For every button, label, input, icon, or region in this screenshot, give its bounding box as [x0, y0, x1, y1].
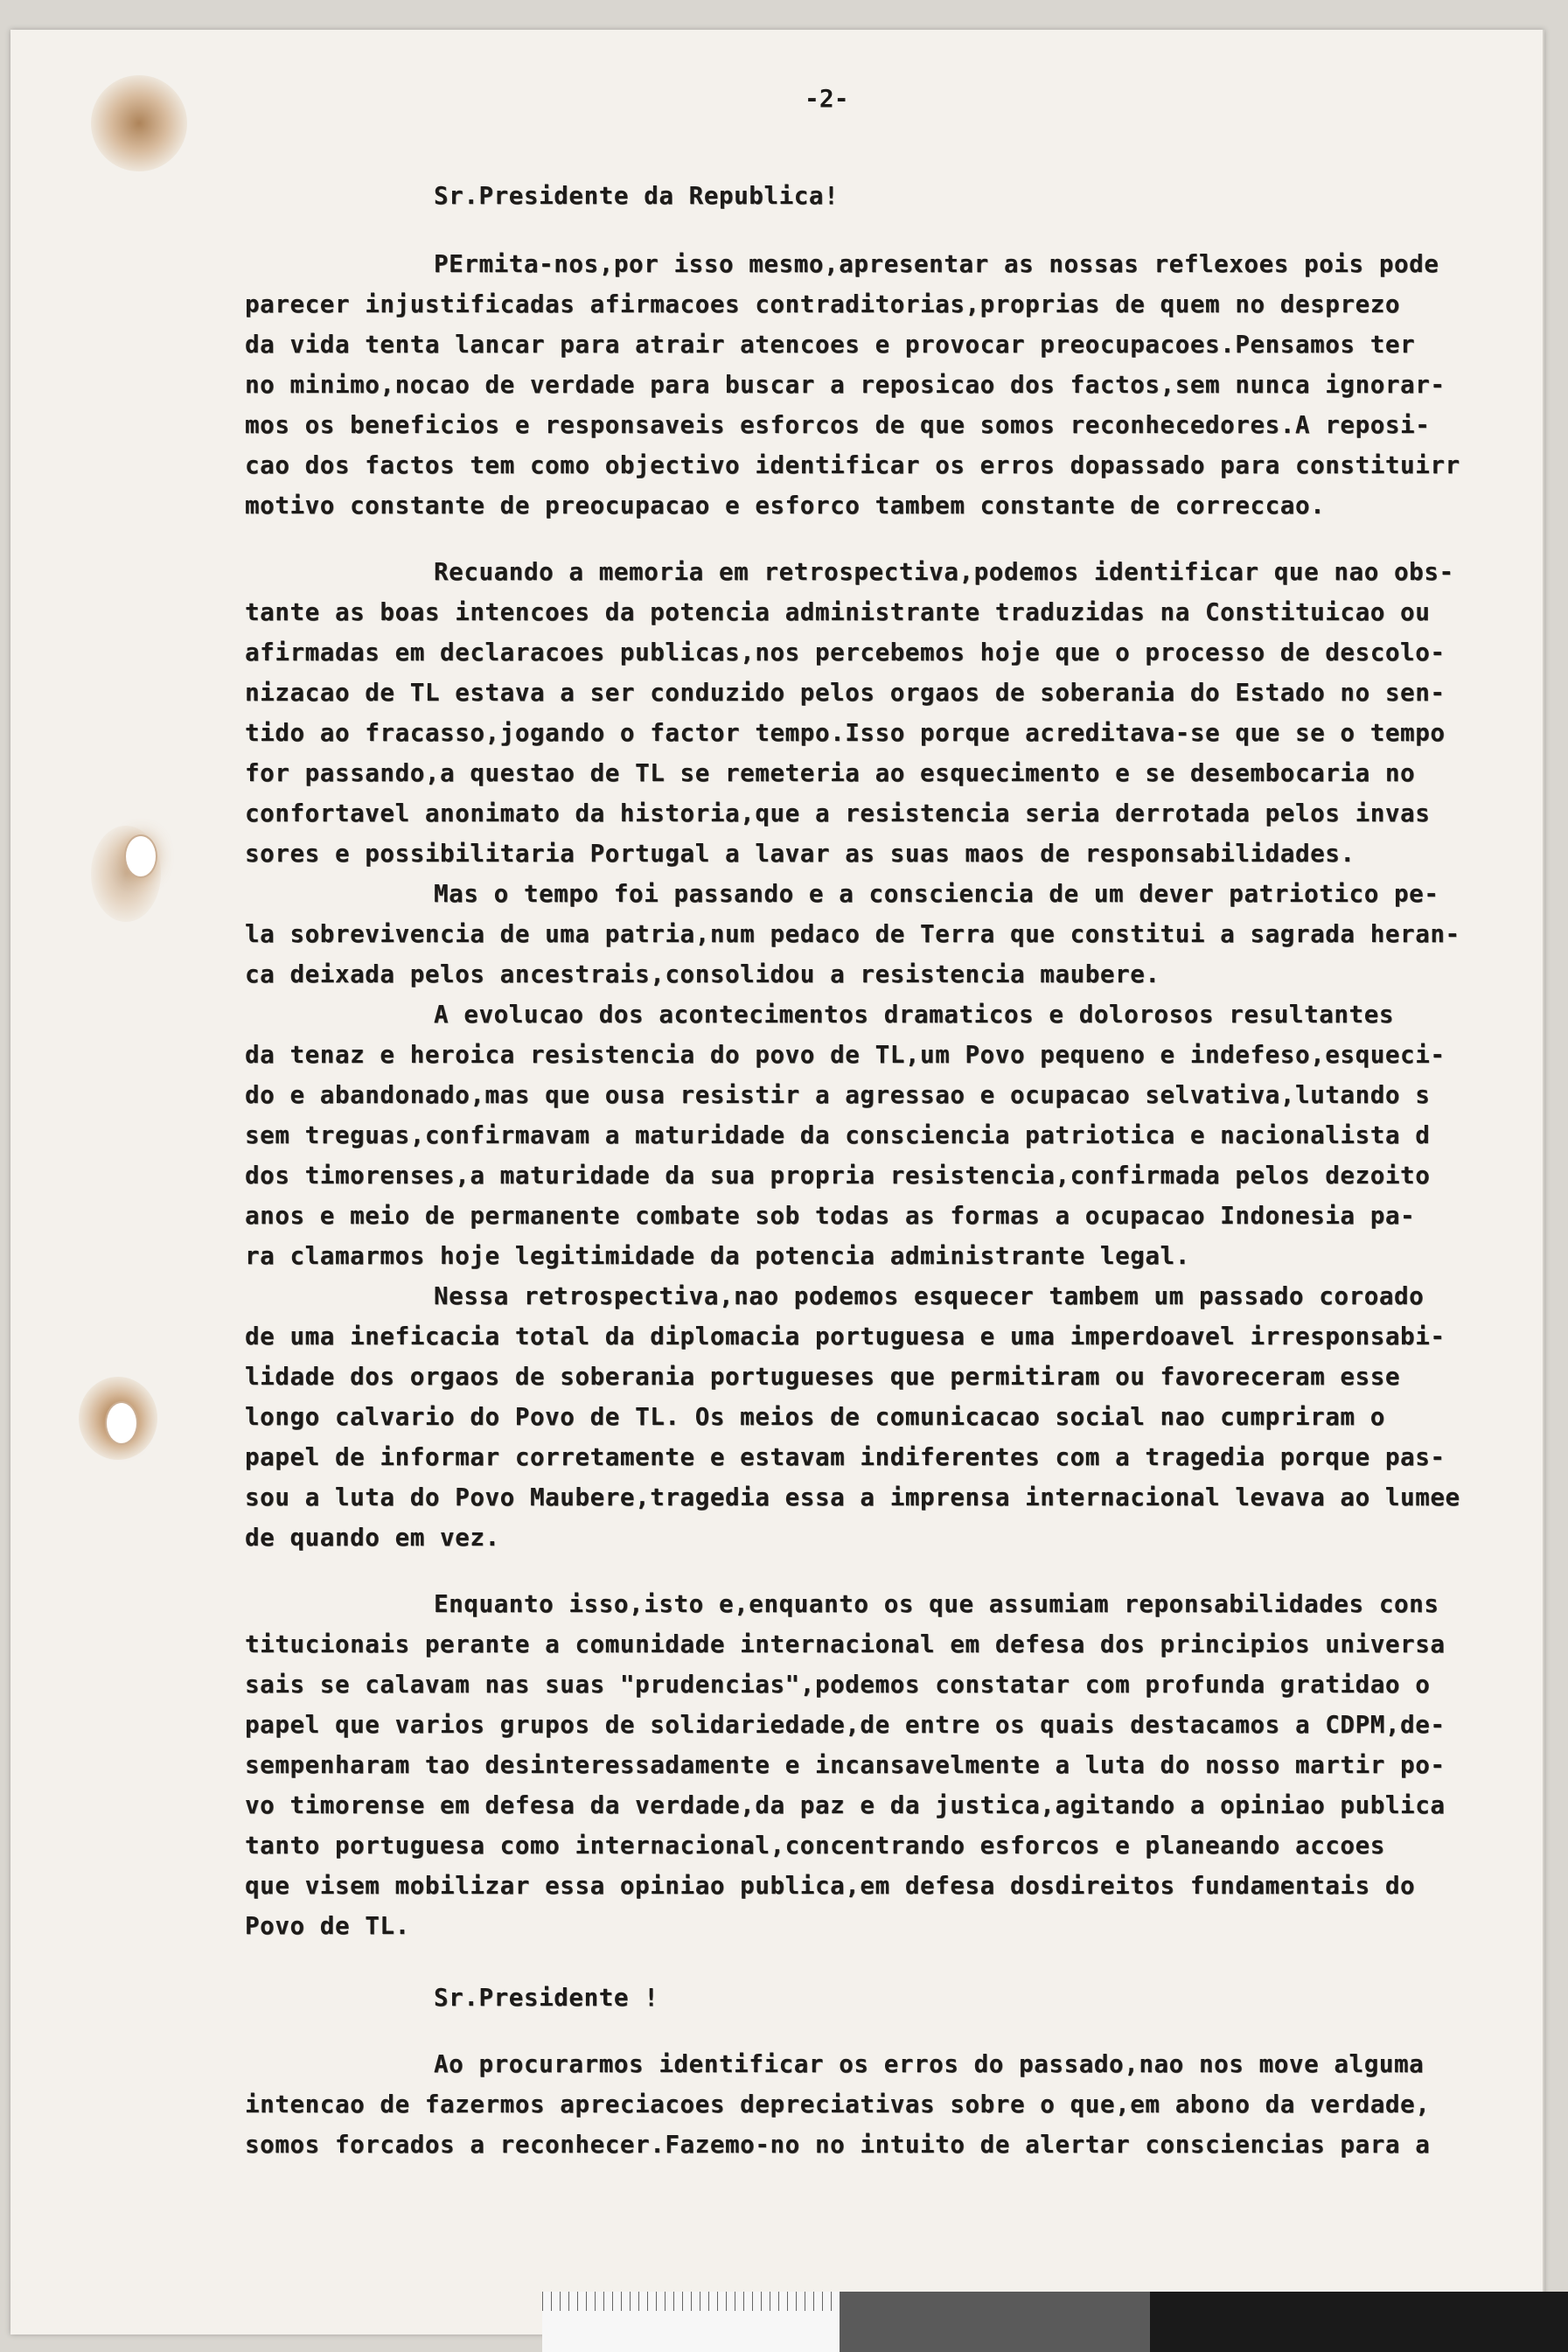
text-line: papel de informar corretamente e estavam indiferentes com a tragedia porque pas-: [245, 1443, 1446, 1471]
page-number: -2-: [805, 84, 849, 113]
text-line: nizacao de TL estava a ser conduzido pelos orgaos de soberania do Estado no sen-: [245, 679, 1446, 707]
punch-hole: [105, 1401, 138, 1445]
text-line: que visem mobilizar essa opiniao publica,em defesa dosdireitos fundamentais do: [245, 1872, 1416, 1900]
text-line: intencao de fazermos apreciacoes depreciativas sobre o que,em abono da verdade,: [245, 2090, 1431, 2118]
text-line: parecer injustificadas afirmacoes contraditorias,proprias de quem no desprezo: [245, 290, 1401, 318]
text-line: tido ao fracasso,jogando o factor tempo.Isso porque acreditava-se que se o tempo: [245, 719, 1446, 747]
salutation: Sr.Presidente da Republica!: [434, 182, 840, 210]
text-line: sais se calavam nas suas "prudencias",podemos constatar com profunda gratidao o: [245, 1671, 1431, 1699]
text-line: A evolucao dos acontecimentos dramaticos e dolorosos resultantes: [434, 1001, 1395, 1029]
text-line: Enquanto isso,isto e,enquanto os que assumiam reponsabilidades cons: [434, 1590, 1439, 1618]
rust-stain: [91, 75, 187, 171]
text-line: da tenaz e heroica resistencia do povo de TL,um Povo pequeno e indefeso,esqueci-: [245, 1041, 1446, 1069]
text-line: de uma ineficacia total da diplomacia portuguesa e uma imperdoavel irresponsabi-: [245, 1323, 1446, 1350]
text-line: la sobrevivencia de uma patria,num pedaco de Terra que constitui a sagrada heran-: [245, 920, 1460, 948]
text-line: no minimo,nocao de verdade para buscar a reposicao dos factos,sem nunca ignorar-: [245, 371, 1446, 399]
text-line: do e abandonado,mas que ousa resistir a agressao e ocupacao selvativa,lutando s: [245, 1081, 1431, 1109]
punch-hole: [124, 834, 157, 878]
text-line: vo timorense em defesa da verdade,da paz e da justica,agitando a opiniao publica: [245, 1791, 1446, 1819]
text-line: mos os beneficios e responsaveis esforcos de que somos reconhecedores.A reposi-: [245, 411, 1431, 439]
text-line: papel que varios grupos de solidariedade,de entre os quais destacamos a CDPM,de-: [245, 1711, 1446, 1739]
text-line: sem treguas,confirmavam a maturidade da consciencia patriotica e nacionalista d: [245, 1121, 1431, 1149]
text-line: longo calvario do Povo de TL. Os meios de comunicacao social nao cumpriram o: [245, 1403, 1385, 1431]
text-line: ra clamarmos hoje legitimidade da potencia administrante legal.: [245, 1242, 1190, 1270]
text-line: confortavel anonimato da historia,que a resistencia seria derrotada pelos invas: [245, 799, 1431, 827]
text-line: sempenharam tao desinteressadamente e incansavelmente a luta do nosso martir po-: [245, 1751, 1446, 1779]
typewritten-letter-sheet: [10, 30, 1544, 2335]
text-line: sou a luta do Povo Maubere,tragedia essa a imprensa internacional levava ao lumee: [245, 1483, 1460, 1511]
text-line: tante as boas intencoes da potencia administrante traduzidas na Constituicao ou: [245, 598, 1431, 626]
text-line: motivo constante de preocupacao e esforco tambem constante de correccao.: [245, 492, 1326, 520]
text-line: Ao procurarmos identificar os erros do passado,nao nos move alguma: [434, 2050, 1425, 2078]
text-line: Recuando a memoria em retrospectiva,podemos identificar que nao obs-: [434, 558, 1454, 586]
text-line: dos timorenses,a maturidade da sua propria resistencia,confirmada pelos dezoito: [245, 1162, 1431, 1190]
text-line: for passando,a questao de TL se remeteria ao esquecimento e se desembocaria no: [245, 759, 1416, 787]
text-line: sores e possibilitaria Portugal a lavar as suas maos de responsabilidades.: [245, 840, 1355, 868]
text-line: afirmadas em declaracoes publicas,nos percebemos hoje que o processo de descolo-: [245, 639, 1446, 667]
ruler-white-scale: [542, 2292, 840, 2352]
ruler-gray-patch: [840, 2292, 1150, 2352]
text-line: titucionais perante a comunidade internacional em defesa dos principios universa: [245, 1630, 1446, 1658]
text-line: Mas o tempo foi passando e a consciencia de um dever patriotico pe-: [434, 880, 1439, 908]
text-line: da vida tenta lancar para atrair atencoes e provocar preocupacoes.Pensamos ter: [245, 331, 1416, 359]
text-line: Povo de TL.: [245, 1912, 410, 1940]
text-line: PErmita-nos,por isso mesmo,apresentar as nossas reflexoes pois pode: [434, 250, 1439, 278]
ruler-black-patch: [1150, 2292, 1568, 2352]
text-line: ca deixada pelos ancestrais,consolidou a resistencia maubere.: [245, 960, 1160, 988]
text-line: de quando em vez.: [245, 1524, 500, 1552]
text-line: anos e meio de permanente combate sob todas as formas a ocupacao Indonesia pa-: [245, 1202, 1416, 1230]
text-line: Nessa retrospectiva,nao podemos esquecer tambem um passado coroado: [434, 1282, 1425, 1310]
text-line: lidade dos orgaos de soberania portugueses que permitiram ou favoreceram esse: [245, 1363, 1401, 1391]
text-line: somos forcados a reconhecer.Fazemo-no no intuito de alertar consciencias para a: [245, 2131, 1431, 2159]
text-line: tanto portuguesa como internacional,concentrando esforcos e planeando accoes: [245, 1832, 1385, 1860]
salutation: Sr.Presidente !: [434, 1984, 659, 2012]
text-line: cao dos factos tem como objectivo identificar os erros dopassado para constituirr: [245, 451, 1460, 479]
scan-color-ruler: [542, 2292, 1568, 2352]
